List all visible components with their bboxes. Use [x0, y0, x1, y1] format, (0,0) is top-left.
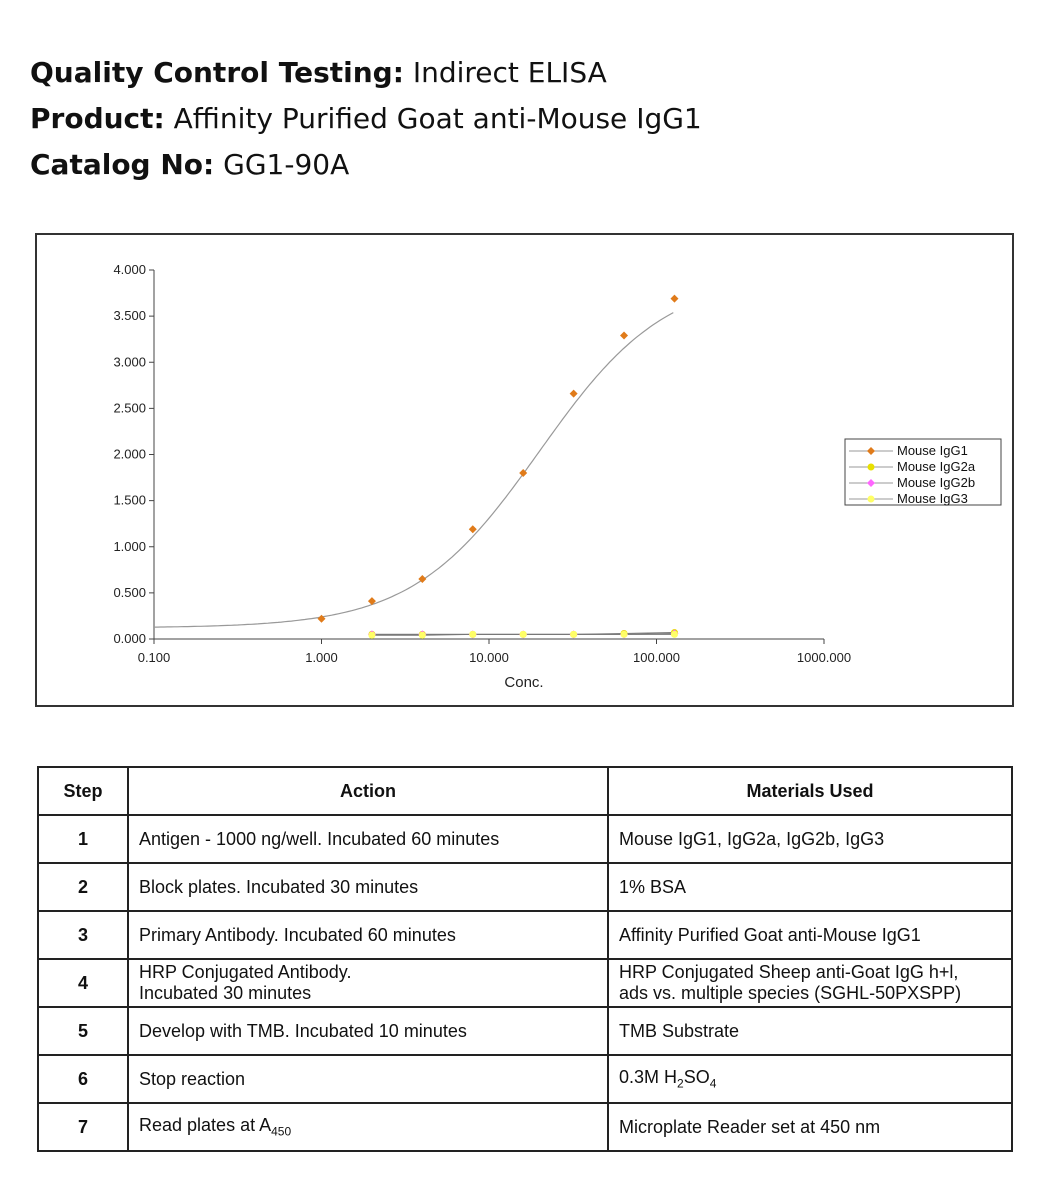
step-action: Block plates. Incubated 30 minutes [128, 863, 608, 911]
catalog-line [30, 148, 349, 182]
data-point [570, 631, 577, 638]
header-step: Step [38, 767, 128, 815]
x-axis-title: Conc. [504, 674, 544, 691]
header-materials: Materials Used [608, 767, 1012, 815]
action-text: Read plates at A [139, 1114, 272, 1135]
catalog-label: Catalog No: [30, 148, 215, 181]
step-action: Develop with TMB. Incubated 10 minutes [128, 1007, 608, 1055]
formula-part: 0.3M H [619, 1066, 678, 1087]
x-tick-label: 1.000 [305, 650, 338, 665]
table-row [38, 863, 1012, 911]
step-material-line: HRP Conjugated Sheep anti-Goat IgG h+l, [619, 962, 959, 983]
table-row [38, 1103, 1012, 1151]
table-row [38, 911, 1012, 959]
step-number: 7 [38, 1103, 128, 1151]
formula-part: SO [683, 1066, 710, 1087]
step-action-line: Incubated 30 minutes [139, 983, 312, 1003]
table-header-row [38, 767, 1012, 815]
step-material: Affinity Purified Goat anti-Mouse IgG1 [608, 911, 1012, 959]
data-point [621, 631, 628, 638]
step-material: Mouse IgG1, IgG2a, IgG2b, IgG3 [608, 815, 1012, 863]
step-material: TMB Substrate [608, 1007, 1012, 1055]
legend-label: Mouse IgG1 [897, 443, 968, 458]
legend-marker [868, 496, 875, 503]
data-point [368, 632, 375, 639]
y-tick-label: 2.000 [113, 446, 146, 462]
product-value: Affinity Purified Goat anti-Mouse IgG1 [173, 102, 702, 135]
protocol-table [37, 766, 1013, 1152]
step-number: 6 [38, 1055, 128, 1103]
formula-subscript: 2 [677, 1076, 684, 1091]
table-row [38, 959, 1012, 1007]
y-tick-label: 1.000 [113, 538, 146, 554]
legend-label: Mouse IgG2a [897, 459, 976, 474]
step-number: 5 [38, 1007, 128, 1055]
step-action: Primary Antibody. Incubated 60 minutes [128, 911, 608, 959]
data-point [469, 631, 476, 638]
chart-svg [37, 235, 1012, 705]
y-tick-label: 1.500 [113, 492, 146, 508]
data-point [570, 390, 578, 398]
x-tick-label: 100.000 [633, 650, 680, 665]
step-number: 3 [38, 911, 128, 959]
fit-curve-igg1 [154, 313, 673, 627]
data-point [419, 632, 426, 639]
qc-testing-value: Indirect ELISA [412, 56, 607, 89]
x-tick-label: 1000.000 [796, 650, 852, 665]
step-action [128, 959, 608, 1007]
action-subscript: 450 [271, 1124, 292, 1139]
legend-label: Mouse IgG3 [897, 491, 968, 506]
legend-label: Mouse IgG2b [897, 475, 976, 490]
step-action: Stop reaction [128, 1055, 608, 1103]
header-action: Action [128, 767, 608, 815]
catalog-value: GG1-90A [223, 148, 350, 181]
formula-subscript: 4 [709, 1076, 717, 1091]
data-point [670, 295, 678, 303]
y-tick-label: 0.500 [113, 584, 146, 600]
elisa-chart [35, 233, 1014, 707]
step-material: Microplate Reader set at 450 nm [608, 1103, 1012, 1151]
data-point [469, 525, 477, 533]
data-point [671, 631, 678, 638]
step-action [128, 1103, 608, 1151]
product-line [30, 102, 702, 136]
product-label: Product: [30, 102, 165, 135]
x-tick-label: 10.000 [469, 650, 509, 665]
step-number: 2 [38, 863, 128, 911]
step-material: 1% BSA [608, 863, 1012, 911]
step-action: Antigen - 1000 ng/well. Incubated 60 minutes [128, 815, 608, 863]
data-point [620, 331, 628, 339]
step-material-line: ads vs. multiple species (SGHL-50PXSPP) [619, 983, 962, 1003]
x-tick-label: 0.100 [137, 650, 171, 665]
step-number: 4 [38, 959, 128, 1007]
y-tick-label: 0.000 [113, 631, 146, 646]
table-row [38, 1007, 1012, 1055]
y-tick-label: 2.500 [113, 400, 146, 416]
qc-testing-line [30, 56, 607, 90]
data-point [520, 631, 527, 638]
legend-marker [868, 464, 875, 471]
table-row [38, 815, 1012, 863]
step-material [608, 1055, 1012, 1103]
step-number: 1 [38, 815, 128, 863]
step-action-line: HRP Conjugated Antibody. [139, 962, 352, 983]
table-row [38, 1055, 1012, 1103]
step-material [608, 959, 1012, 1007]
y-tick-label: 4.000 [113, 262, 146, 277]
y-tick-label: 3.000 [113, 354, 146, 370]
qc-testing-label: Quality Control Testing: [30, 56, 404, 89]
y-tick-label: 3.500 [113, 308, 146, 324]
